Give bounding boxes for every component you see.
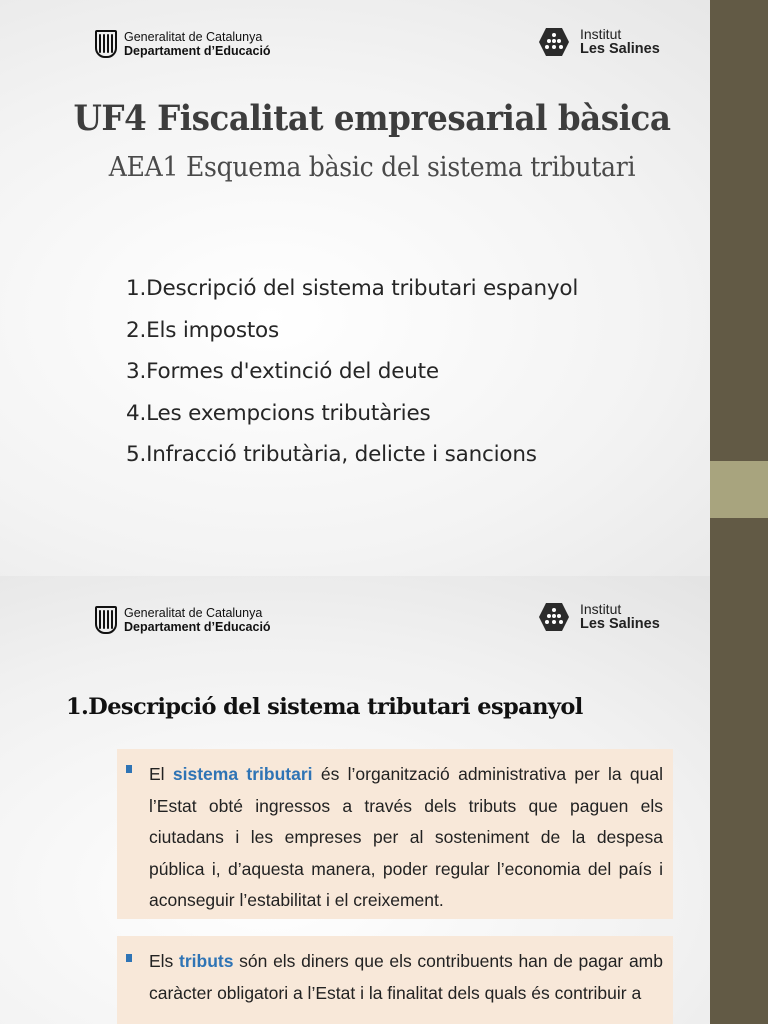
institut-label: Institut: [580, 26, 622, 42]
slide-title: UF4 Fiscalitat empresarial bàsica: [73, 98, 671, 139]
section-heading: 1.Descripció del sistema tributari espanyol: [66, 694, 583, 720]
institut-name: Les Salines: [580, 41, 660, 57]
agenda-item: 3.Formes d'extinció del deute: [126, 359, 439, 384]
gencat-emblem-icon: [95, 30, 117, 58]
gencat-logo: [95, 30, 271, 58]
institut-hexagon-icon: [538, 27, 570, 57]
gencat-name: Generalitat de Catalunya: [124, 30, 263, 44]
text-prefix: Els: [149, 951, 180, 971]
text-prefix: El: [149, 764, 173, 784]
text-body: és l’organització administrativa per la qual l’Estat obté ingressos a través dels tributs que paguen els ciutadans i les empreses per al sosteniment de la despesa pública i, d’aquesta manera, poder regular l’economia del país i aconseguir l’estabilitat i el creixement.: [149, 764, 664, 910]
agenda-item: 1.Descripció del sistema tributari espanyol: [126, 276, 579, 301]
definition-box: [117, 749, 673, 919]
institut-hexagon-icon: [538, 602, 570, 632]
sidebar-accent: [710, 461, 768, 518]
institut-label: Institut: [580, 601, 622, 617]
slide-2: [0, 576, 710, 1024]
highlight-term: tributs: [179, 951, 234, 971]
definition-text: [149, 759, 663, 917]
gencat-emblem-icon: [95, 606, 117, 634]
agenda-item: 5.Infracció tributària, delicte i sancions: [126, 442, 537, 467]
highlight-term: sistema tributari: [172, 764, 313, 784]
institut-logo: [538, 27, 660, 57]
institut-logo: [538, 602, 660, 632]
institut-name: Les Salines: [580, 616, 660, 632]
bullet-square-icon: [126, 954, 132, 962]
gencat-department: Departament d’Educació: [124, 620, 271, 634]
text-body: són els diners que els contribuents han de pagar amb caràcter obligatori a l’Estat i la finalitat dels quals és contribuir a: [149, 951, 663, 1003]
agenda-item: 4.Les exempcions tributàries: [126, 400, 431, 426]
definition-box: [117, 936, 673, 1024]
gencat-name: Generalitat de Catalunya: [124, 606, 263, 620]
slide-subtitle: AEA1 Esquema bàsic del sistema tributari: [108, 152, 636, 183]
agenda-list: [126, 268, 578, 476]
definition-text: [149, 946, 663, 1009]
agenda-item: 2.Els impostos: [126, 317, 280, 343]
gencat-department: Departament d’Educació: [124, 44, 271, 58]
gencat-logo: [95, 606, 271, 634]
bullet-square-icon: [126, 765, 132, 773]
